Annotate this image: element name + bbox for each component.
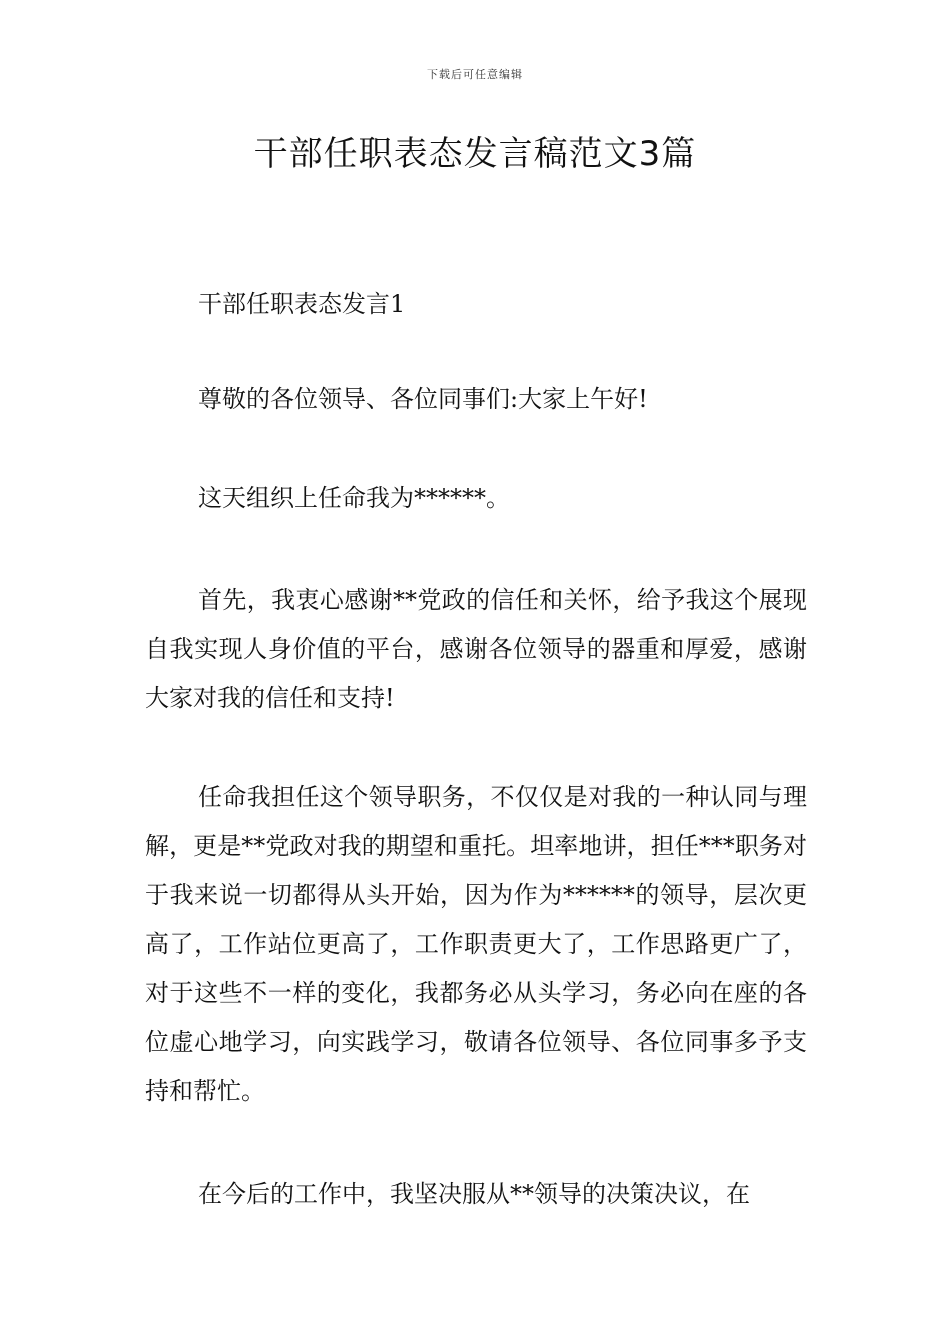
paragraph-commitment: 在今后的工作中，我坚决服从**领导的决策决议，在 [198, 1180, 750, 1208]
document-title: 干部任职表态发言稿范文3篇 [253, 134, 697, 174]
paragraph-greeting: 尊敬的各位领导、各位同事们:大家上午好! [198, 385, 648, 413]
section-heading: 干部任职表态发言1 [198, 290, 406, 318]
paragraph-appointment: 这天组织上任命我为******。 [198, 484, 510, 512]
paragraph-responsibility: 任命我担任这个领导职务，不仅仅是对我的一种认同与理解，更是**党政对我的期望和重托。坦率地讲，担任***职务对于我来说一切都得从头开始，因为作为******的领导，层次更高了，工作站位更高了，工作职责更大了，工作思路更广了，对于这些不一样的变化，我都务必从头学习，务必向在座的各位虚心地学习，向实践学习，敬请各位领导、各位同事多予支持和帮忙。 [145, 783, 807, 1105]
header-note: 下载后可任意编辑 [427, 68, 523, 81]
paragraph-thanks: 首先，我衷心感谢**党政的信任和关怀，给予我这个展现自我实现人身价值的平台，感谢各位领导的器重和厚爱，感谢大家对我的信任和支持! [145, 586, 807, 712]
